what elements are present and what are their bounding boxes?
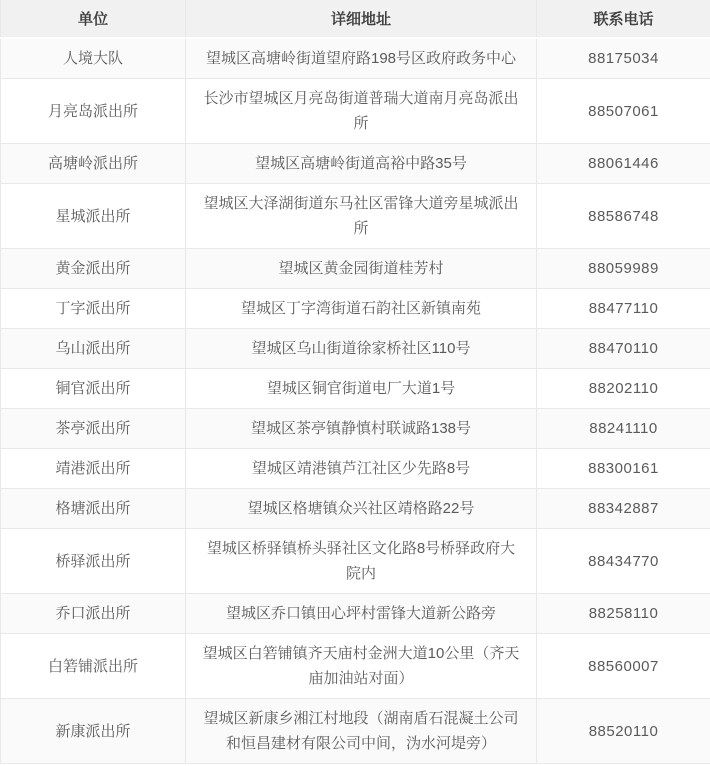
- table-row: [1, 329, 710, 369]
- address-cell: 望城区黄金园街道桂芳村: [186, 249, 537, 289]
- unit-cell: 人境大队: [1, 38, 186, 79]
- table-row: [1, 634, 710, 699]
- address-cell: 望城区新康乡湘江村地段（湖南盾石混凝土公司和恒昌建材有限公司中间，沩水河堤旁）: [186, 699, 537, 764]
- column-header-unit: 单位: [1, 0, 186, 38]
- phone-cell: 88434770: [537, 529, 710, 594]
- unit-cell: 桥驿派出所: [1, 529, 186, 594]
- phone-cell: 88586748: [537, 184, 710, 249]
- table-row: [1, 38, 710, 79]
- phone-cell: 88342887: [537, 489, 710, 529]
- table-row: [1, 369, 710, 409]
- address-cell: 望城区高塘岭街道高裕中路35号: [186, 144, 537, 184]
- table-row: [1, 594, 710, 634]
- table-row: [1, 699, 710, 764]
- phone-cell: 88470110: [537, 329, 710, 369]
- unit-cell: 高塘岭派出所: [1, 144, 186, 184]
- table-row: [1, 289, 710, 329]
- unit-cell: 茶亭派出所: [1, 409, 186, 449]
- address-cell: 望城区桥驿镇桥头驿社区文化路8号桥驿政府大院内: [186, 529, 537, 594]
- unit-cell: 靖港派出所: [1, 449, 186, 489]
- unit-cell: 新康派出所: [1, 699, 186, 764]
- phone-cell: 88507061: [537, 79, 710, 144]
- column-header-address: 详细地址: [186, 0, 537, 38]
- address-cell: 望城区茶亭镇静慎村联诚路138号: [186, 409, 537, 449]
- table-row: [1, 489, 710, 529]
- unit-cell: 乌山派出所: [1, 329, 186, 369]
- table-row: [1, 144, 710, 184]
- address-cell: 长沙市望城区月亮岛街道普瑞大道南月亮岛派出所: [186, 79, 537, 144]
- address-cell: 望城区乔口镇田心坪村雷锋大道新公路旁: [186, 594, 537, 634]
- table-row: [1, 184, 710, 249]
- phone-cell: 88202110: [537, 369, 710, 409]
- table-row: [1, 529, 710, 594]
- address-cell: 望城区丁字湾街道石韵社区新镇南苑: [186, 289, 537, 329]
- unit-cell: 月亮岛派出所: [1, 79, 186, 144]
- phone-cell: 88520110: [537, 699, 710, 764]
- address-cell: 望城区大泽湖街道东马社区雷锋大道旁星城派出所: [186, 184, 537, 249]
- column-header-phone: 联系电话: [537, 0, 710, 38]
- address-cell: 望城区铜官街道电厂大道1号: [186, 369, 537, 409]
- address-cell: 望城区白箬铺镇齐天庙村金洲大道10公里（齐天庙加油站对面）: [186, 634, 537, 699]
- phone-cell: 88175034: [537, 38, 710, 79]
- phone-cell: 88061446: [537, 144, 710, 184]
- unit-cell: 丁字派出所: [1, 289, 186, 329]
- address-cell: 望城区乌山街道徐家桥社区110号: [186, 329, 537, 369]
- table-row: [1, 79, 710, 144]
- unit-cell: 黄金派出所: [1, 249, 186, 289]
- phone-cell: 88258110: [537, 594, 710, 634]
- table-row: [1, 249, 710, 289]
- table-row: [1, 409, 710, 449]
- unit-cell: 铜官派出所: [1, 369, 186, 409]
- unit-cell: 星城派出所: [1, 184, 186, 249]
- table-row: [1, 449, 710, 489]
- unit-cell: 乔口派出所: [1, 594, 186, 634]
- address-cell: 望城区格塘镇众兴社区靖格路22号: [186, 489, 537, 529]
- header-row: [1, 0, 710, 38]
- address-cell: 望城区靖港镇芦江社区少先路8号: [186, 449, 537, 489]
- phone-cell: 88059989: [537, 249, 710, 289]
- unit-cell: 白箬铺派出所: [1, 634, 186, 699]
- address-cell: 望城区高塘岭街道望府路198号区政府政务中心: [186, 38, 537, 79]
- phone-cell: 88241110: [537, 409, 710, 449]
- phone-cell: 88477110: [537, 289, 710, 329]
- unit-cell: 格塘派出所: [1, 489, 186, 529]
- phone-cell: 88560007: [537, 634, 710, 699]
- phone-cell: 88300161: [537, 449, 710, 489]
